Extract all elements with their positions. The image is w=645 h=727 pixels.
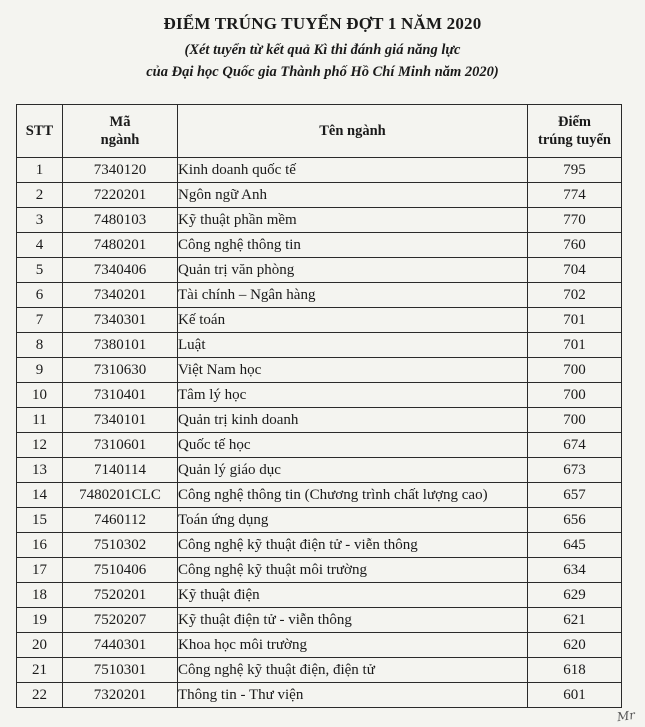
row-stt: 15 xyxy=(17,508,63,533)
row-stt: 1 xyxy=(17,158,63,183)
row-code: 7140114 xyxy=(63,458,178,483)
row-score: 770 xyxy=(528,208,622,233)
row-stt: 18 xyxy=(17,583,63,608)
row-code: 7320201 xyxy=(63,683,178,708)
row-name: Việt Nam học xyxy=(178,358,528,383)
row-score: 674 xyxy=(528,433,622,458)
row-score: 701 xyxy=(528,333,622,358)
row-code: 7510302 xyxy=(63,533,178,558)
header-score-line2: trúng tuyển xyxy=(538,132,611,148)
row-code: 7510301 xyxy=(63,658,178,683)
table-row xyxy=(17,458,622,483)
row-name: Kỹ thuật phần mềm xyxy=(178,208,528,233)
row-score: 700 xyxy=(528,358,622,383)
header-code xyxy=(63,105,178,158)
row-name: Quốc tế học xyxy=(178,433,528,458)
table-row xyxy=(17,258,622,283)
row-stt: 5 xyxy=(17,258,63,283)
table-row xyxy=(17,308,622,333)
row-score: 656 xyxy=(528,508,622,533)
row-code: 7510406 xyxy=(63,558,178,583)
table-row xyxy=(17,183,622,208)
table-row xyxy=(17,233,622,258)
row-score: 700 xyxy=(528,383,622,408)
row-score: 657 xyxy=(528,483,622,508)
row-name: Tâm lý học xyxy=(178,383,528,408)
header-code-line2: ngành xyxy=(100,132,140,148)
table-row xyxy=(17,483,622,508)
row-code: 7480201 xyxy=(63,233,178,258)
row-score: 702 xyxy=(528,283,622,308)
row-code: 7480201CLC xyxy=(63,483,178,508)
row-stt: 7 xyxy=(17,308,63,333)
row-name: Toán ứng dụng xyxy=(178,508,528,533)
row-name: Kỹ thuật điện xyxy=(178,583,528,608)
row-code: 7310601 xyxy=(63,433,178,458)
row-code: 7310630 xyxy=(63,358,178,383)
row-stt: 8 xyxy=(17,333,63,358)
signature-mark: Mr xyxy=(616,707,636,725)
table-row xyxy=(17,208,622,233)
row-score: 701 xyxy=(528,308,622,333)
table-row xyxy=(17,408,622,433)
table-row xyxy=(17,683,622,708)
table-body xyxy=(17,158,622,708)
row-code: 7380101 xyxy=(63,333,178,358)
row-stt: 16 xyxy=(17,533,63,558)
table-row xyxy=(17,433,622,458)
row-name: Công nghệ thông tin xyxy=(178,233,528,258)
row-score: 760 xyxy=(528,233,622,258)
row-name: Công nghệ kỹ thuật điện, điện tử xyxy=(178,658,528,683)
row-code: 7340301 xyxy=(63,308,178,333)
table-row xyxy=(17,158,622,183)
row-score: 620 xyxy=(528,633,622,658)
row-stt: 11 xyxy=(17,408,63,433)
row-name: Thông tin - Thư viện xyxy=(178,683,528,708)
row-stt: 6 xyxy=(17,283,63,308)
row-score: 618 xyxy=(528,658,622,683)
row-score: 645 xyxy=(528,533,622,558)
row-name: Công nghệ kỹ thuật môi trường xyxy=(178,558,528,583)
row-code: 7220201 xyxy=(63,183,178,208)
table-row xyxy=(17,583,622,608)
header-score xyxy=(528,105,622,158)
row-score: 795 xyxy=(528,158,622,183)
row-name: Quản lý giáo dục xyxy=(178,458,528,483)
row-score: 621 xyxy=(528,608,622,633)
row-code: 7520201 xyxy=(63,583,178,608)
row-name: Luật xyxy=(178,333,528,358)
row-code: 7340101 xyxy=(63,408,178,433)
row-score: 601 xyxy=(528,683,622,708)
row-name: Quản trị kinh doanh xyxy=(178,408,528,433)
row-code: 7310401 xyxy=(63,383,178,408)
row-name: Ngôn ngữ Anh xyxy=(178,183,528,208)
table-row xyxy=(17,333,622,358)
row-code: 7440301 xyxy=(63,633,178,658)
row-code: 7480103 xyxy=(63,208,178,233)
row-stt: 13 xyxy=(17,458,63,483)
table-row xyxy=(17,608,622,633)
row-stt: 21 xyxy=(17,658,63,683)
table-row xyxy=(17,358,622,383)
row-score: 774 xyxy=(528,183,622,208)
row-name: Kinh doanh quốc tế xyxy=(178,158,528,183)
row-stt: 9 xyxy=(17,358,63,383)
header-code-line1: Mã xyxy=(109,114,131,130)
row-stt: 3 xyxy=(17,208,63,233)
admission-score-table xyxy=(16,104,622,708)
table-row xyxy=(17,383,622,408)
row-name: Công nghệ kỹ thuật điện tử - viễn thông xyxy=(178,533,528,558)
row-score: 700 xyxy=(528,408,622,433)
row-stt: 20 xyxy=(17,633,63,658)
row-code: 7340406 xyxy=(63,258,178,283)
row-stt: 4 xyxy=(17,233,63,258)
document-subtitle-line2: của Đại học Quốc gia Thành phố Hồ Chí Minh năm 2020) xyxy=(146,64,499,80)
row-stt: 12 xyxy=(17,433,63,458)
row-score: 673 xyxy=(528,458,622,483)
row-name: Khoa học môi trường xyxy=(178,633,528,658)
row-code: 7520207 xyxy=(63,608,178,633)
row-stt: 10 xyxy=(17,383,63,408)
document-title: ĐIỂM TRÚNG TUYỂN ĐỢT 1 NĂM 2020 xyxy=(163,14,482,33)
row-code: 7340120 xyxy=(63,158,178,183)
row-score: 704 xyxy=(528,258,622,283)
header-score-line1: Điểm xyxy=(557,114,591,130)
row-stt: 17 xyxy=(17,558,63,583)
row-name: Kế toán xyxy=(178,308,528,333)
row-name: Tài chính – Ngân hàng xyxy=(178,283,528,308)
row-stt: 19 xyxy=(17,608,63,633)
row-name: Công nghệ thông tin (Chương trình chất lượng cao) xyxy=(178,483,528,508)
document-subtitle-line1: (Xét tuyển từ kết quả Kì thi đánh giá năng lực xyxy=(184,42,461,58)
table-row xyxy=(17,558,622,583)
header-name: Tên ngành xyxy=(178,105,528,158)
row-stt: 22 xyxy=(17,683,63,708)
table-row xyxy=(17,508,622,533)
row-score: 634 xyxy=(528,558,622,583)
table-row xyxy=(17,283,622,308)
row-name: Quản trị văn phòng xyxy=(178,258,528,283)
table-row xyxy=(17,658,622,683)
row-score: 629 xyxy=(528,583,622,608)
table-header-row xyxy=(17,105,622,158)
row-code: 7340201 xyxy=(63,283,178,308)
table-row xyxy=(17,533,622,558)
row-code: 7460112 xyxy=(63,508,178,533)
row-stt: 2 xyxy=(17,183,63,208)
table-row xyxy=(17,633,622,658)
row-name: Kỹ thuật điện tử - viễn thông xyxy=(178,608,528,633)
header-stt: STT xyxy=(17,105,63,158)
row-stt: 14 xyxy=(17,483,63,508)
